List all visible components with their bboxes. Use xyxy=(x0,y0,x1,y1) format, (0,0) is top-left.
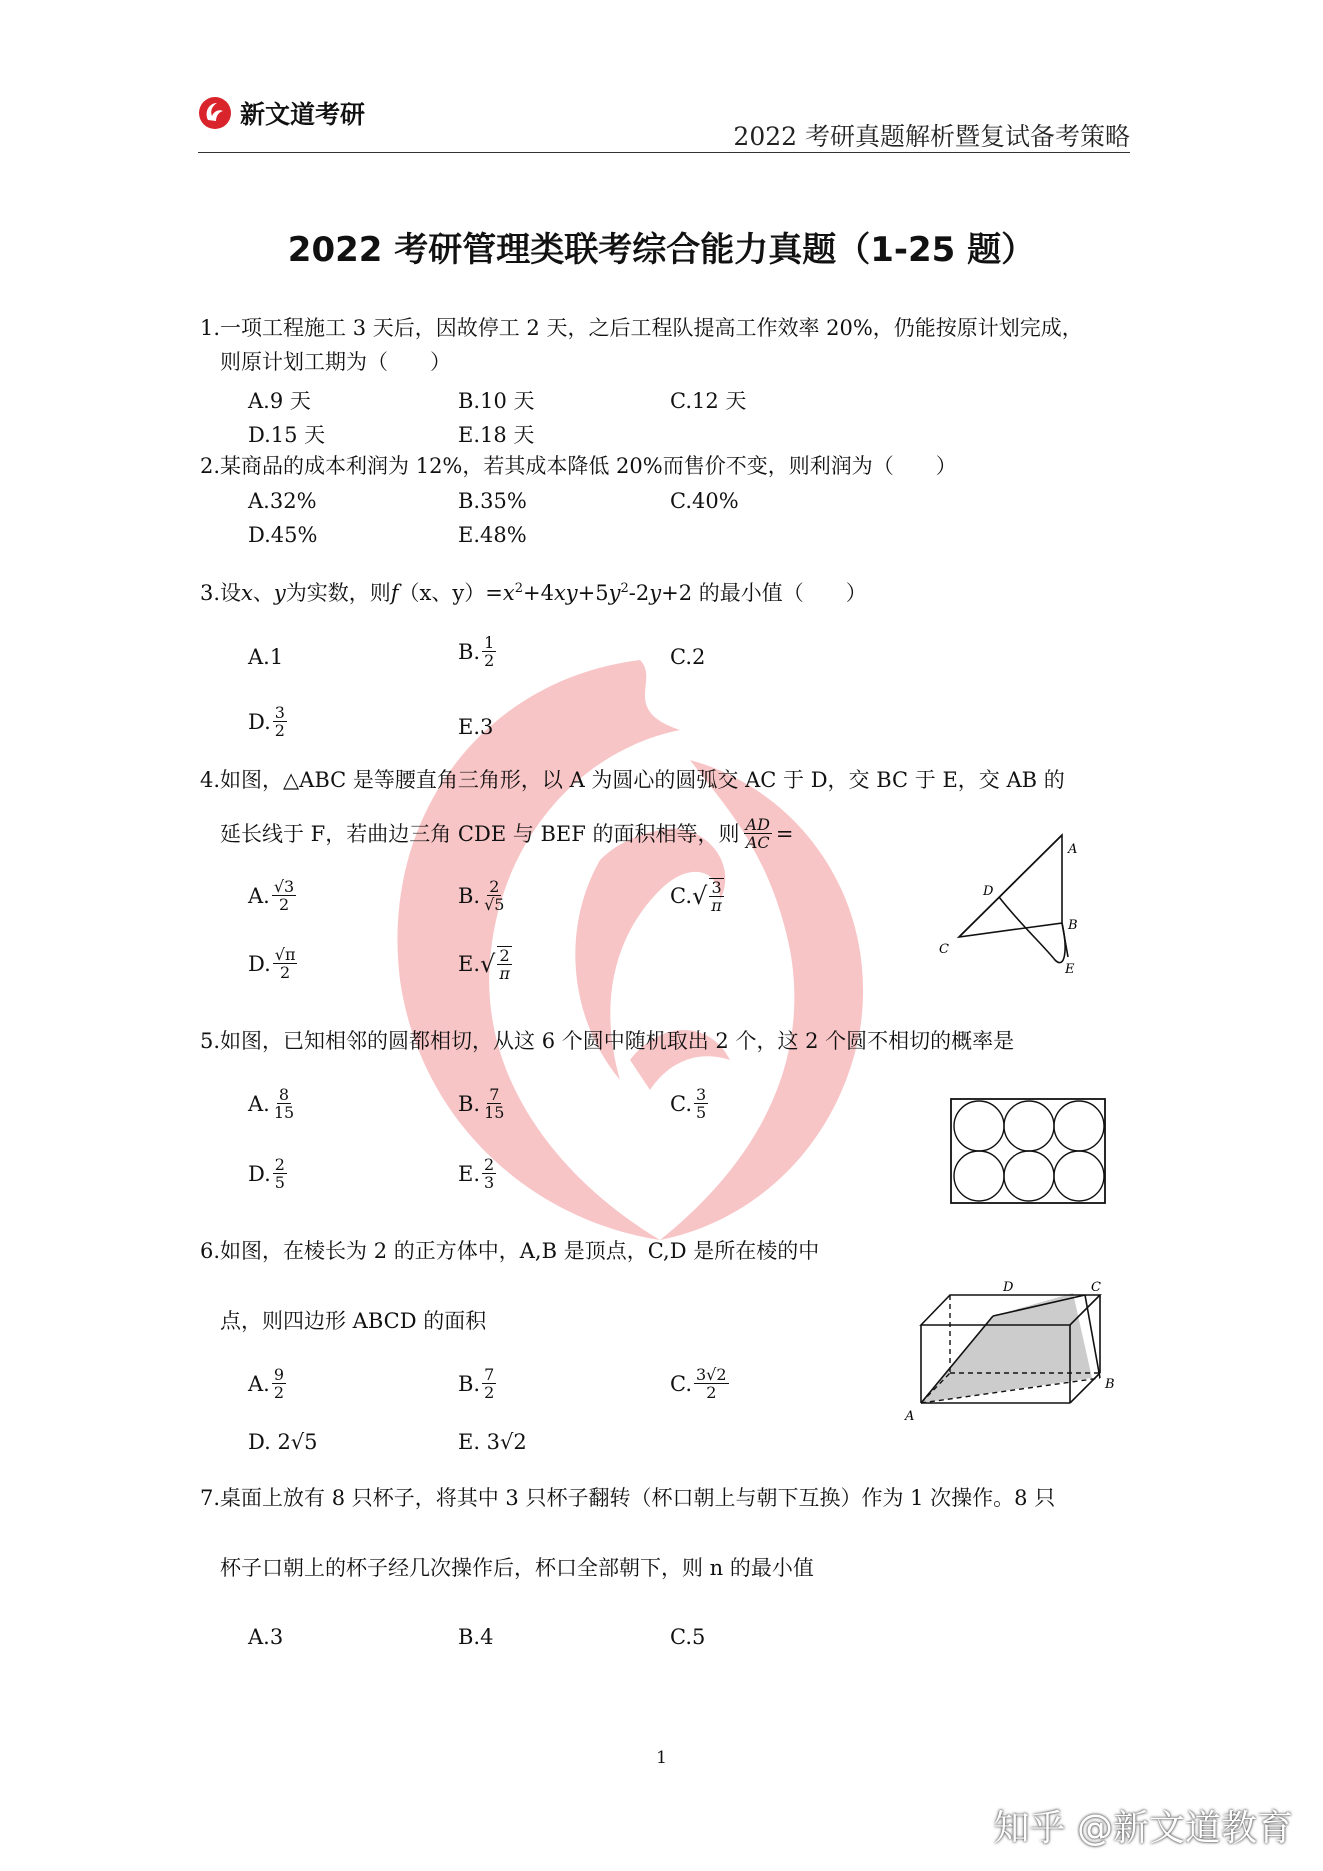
q3-option-a: A.1 xyxy=(248,645,284,669)
q1-line1: 1.一项工程施工 3 天后，因故停工 2 天，之后工程队提高工作效率 20%，仍能按原计划完成， xyxy=(200,316,1083,340)
q3-line1: 3.设x、y为实数，则f（x、$y)=x^2+4xy+5y^2-2y+2$ 的最小值（ ） xyxy=(200,581,867,605)
q4-option-e: E. √ $\frac{2}{\pi}$ xyxy=(458,946,510,983)
circle-5 xyxy=(1004,1151,1054,1201)
label-d: D xyxy=(1003,1280,1014,1295)
q7-option-a: A.3 xyxy=(248,1625,284,1649)
q6-option-b: B. $\frac{7}{2}$ xyxy=(458,1365,495,1402)
q7-line2: 杯子口朝上的杯子经几次操作后，杯口全部朝下，则 n 的最小值 xyxy=(220,1556,814,1580)
q6-cube-figure xyxy=(895,1275,1120,1425)
label-a: A xyxy=(1068,842,1078,857)
phoenix-watermark-icon xyxy=(360,640,920,1260)
label-e: E xyxy=(1065,962,1075,977)
brand-logo xyxy=(198,95,365,131)
q5-circles-figure xyxy=(950,1098,1110,1206)
q1-option-e: E.18 天 xyxy=(458,423,535,447)
q3-option-c: C.2 xyxy=(670,645,706,669)
label-b: B xyxy=(1105,1377,1115,1392)
q4-option-a: A. $\frac{√3}{2}$ xyxy=(248,877,295,914)
circle-3 xyxy=(1054,1101,1104,1151)
q1-option-d: D.15 天 xyxy=(248,423,326,447)
q4-line2: 延长线于 F，若曲边三角 CDE 与 BEF 的面积相等，则 $\frac{AD}{AC}$ = xyxy=(220,815,794,852)
circle-6 xyxy=(1054,1151,1104,1201)
q6-option-d: D. 2√5 xyxy=(248,1430,318,1454)
q2-line1: 2.某商品的成本利润为 12%，若其成本降低 20%而售价不变，则利润为（ ） xyxy=(200,454,957,478)
brand-name: 新文道考研 xyxy=(240,100,366,129)
q6-option-e: E. 3√2 xyxy=(458,1430,527,1454)
page-number: 1 xyxy=(656,1748,667,1768)
label-b: B xyxy=(1068,918,1078,933)
q7-line1: 7.桌面上放有 8 只杯子，将其中 3 只杯子翻转（杯口朝上与朝下互换）作为 1 次操作。8 只 xyxy=(200,1486,1056,1510)
header-subtitle: 2022 考研真题解析暨复试备考策略 xyxy=(733,122,1130,151)
circle-1 xyxy=(954,1101,1004,1151)
label-d: D xyxy=(983,884,994,899)
q7-option-b: B.4 xyxy=(458,1625,494,1649)
q1-option-b: B.10 天 xyxy=(458,389,535,413)
q5-line1: 5.如图，已知相邻的圆都相切，从这 6 个圆中随机取出 2 个，这 2 个圆不相切的概率是 xyxy=(200,1029,1015,1053)
q4-triangle-figure xyxy=(925,825,1095,985)
q5-option-b: B. $\frac{7}{15}$ xyxy=(458,1085,505,1122)
label-a: A xyxy=(905,1409,915,1424)
zhihu-watermark: 知乎 @新文道教育 xyxy=(993,1808,1293,1849)
q5-option-a: A. $\frac{8}{15}$ xyxy=(248,1085,295,1122)
q2-option-d: D.45% xyxy=(248,523,318,547)
q3-option-e: E.3 xyxy=(458,715,494,739)
q4-line1: 4.如图，△ABC 是等腰直角三角形，以 A 为圆心的圆弧交 AC 于 D，交 BC 于 E，交 AB 的 xyxy=(200,768,1065,792)
circle-4 xyxy=(954,1151,1004,1201)
label-c: C xyxy=(939,942,949,957)
q5-option-e: E. $\frac{2}{3}$ xyxy=(458,1155,495,1192)
header-divider xyxy=(198,152,1130,153)
q7-option-c: C.5 xyxy=(670,1625,706,1649)
q4-option-c: C. √ $\frac{3}{\pi}$ xyxy=(670,878,722,915)
q6-line2: 点，则四边形 ABCD 的面积 xyxy=(220,1309,487,1333)
q2-option-c: C.40% xyxy=(670,489,739,513)
q1-option-c: C.12 天 xyxy=(670,389,747,413)
q2-option-a: A.32% xyxy=(248,489,317,513)
q5-option-c: C. $\frac{3}{5}$ xyxy=(670,1085,707,1122)
q3-option-b: B. $\frac{1}{2}$ xyxy=(458,633,495,670)
label-c: C xyxy=(1091,1280,1101,1295)
phoenix-logo-icon xyxy=(198,96,232,130)
q1-option-a: A.9 天 xyxy=(248,389,311,413)
q4-option-d: D. $\frac{√\pi}{2}$ xyxy=(248,945,296,982)
q6-line1: 6.如图，在棱长为 2 的正方体中，A,B 是顶点，C,D 是所在棱的中 xyxy=(200,1239,820,1263)
q5-option-d: D. $\frac{2}{5}$ xyxy=(248,1155,285,1192)
q3-option-d: D. $\frac{3}{2}$ xyxy=(248,703,285,740)
q6-option-a: A. $\frac{9}{2}$ xyxy=(248,1365,285,1402)
q2-option-e: E.48% xyxy=(458,523,527,547)
q4-option-b: B. $\frac{2}{√5}$ xyxy=(458,877,505,914)
quadrilateral-abcd xyxy=(921,1293,1092,1403)
circle-2 xyxy=(1004,1101,1054,1151)
q6-option-c: C. $\frac{3√2}{2}$ xyxy=(670,1365,727,1402)
q1-line2: 则原计划工期为（ ） xyxy=(220,350,451,374)
page-title: 2022 考研管理类联考综合能力真题（1-25 题） xyxy=(287,230,1036,270)
q2-option-b: B.35% xyxy=(458,489,527,513)
